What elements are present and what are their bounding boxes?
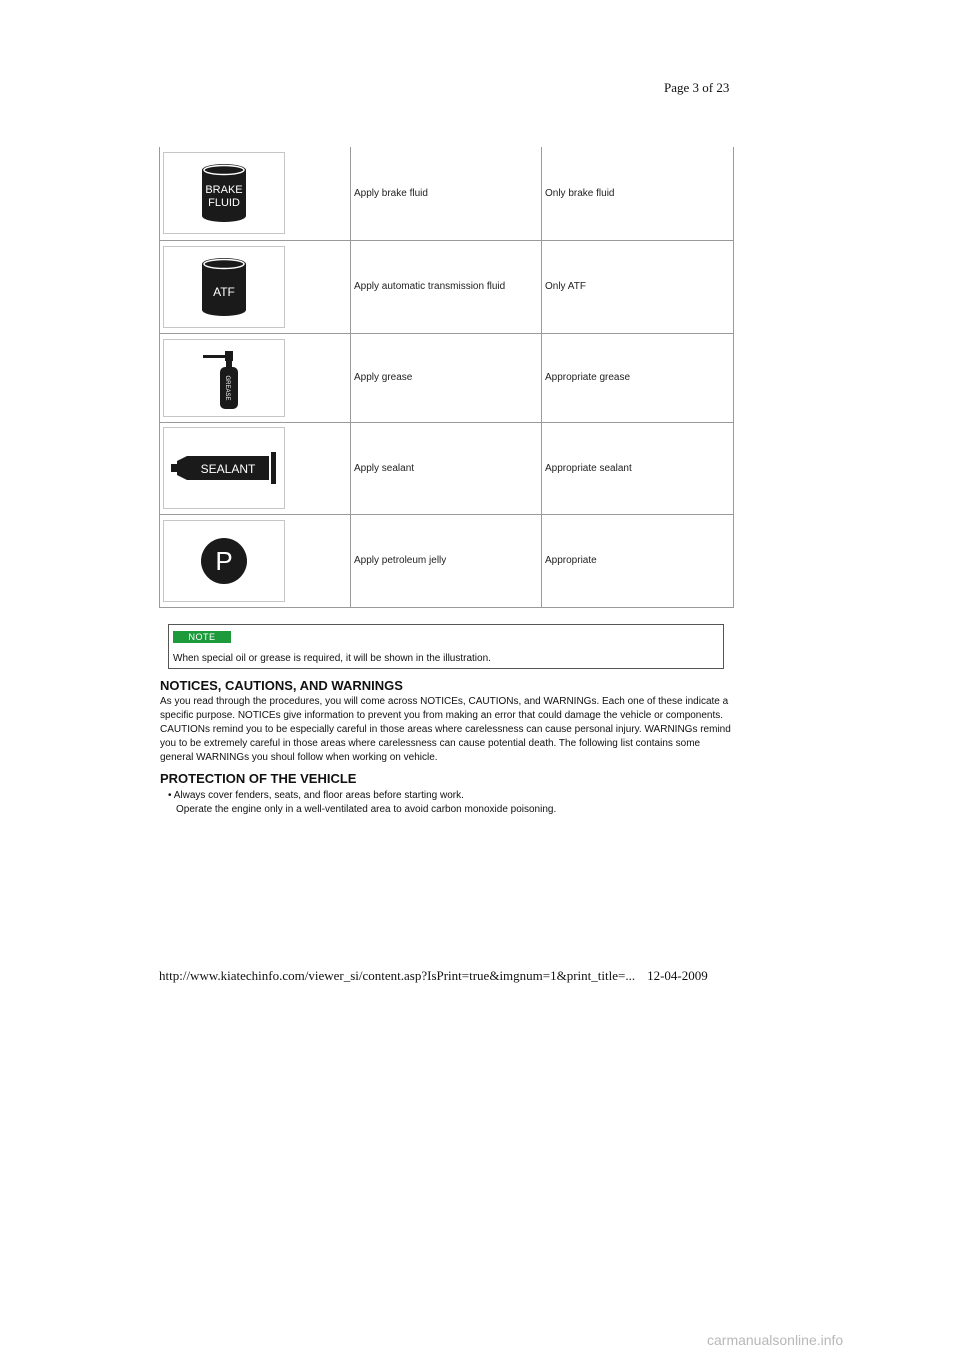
atf-can-icon bbox=[163, 246, 285, 328]
brake-fluid-can-icon bbox=[163, 152, 285, 234]
table-row bbox=[160, 147, 734, 240]
fluid-cell: Only brake fluid bbox=[542, 147, 734, 240]
petroleum-jelly-icon bbox=[163, 520, 285, 602]
icon-text: FLUID bbox=[208, 197, 240, 210]
table-row bbox=[160, 333, 734, 422]
icon-text: BRAKE bbox=[205, 184, 243, 197]
symbols-table bbox=[159, 147, 734, 608]
sealant-tube-icon bbox=[163, 427, 285, 509]
icon-text: GREASE bbox=[224, 374, 230, 401]
note-text: When special oil or grease is required, it will be shown in the illustration. bbox=[173, 653, 491, 664]
fluid-cell: Appropriate grease bbox=[542, 333, 734, 422]
protection-heading: PROTECTION OF THE VEHICLE bbox=[160, 771, 357, 786]
footer-date: 12-04-2009 bbox=[647, 968, 708, 983]
action-cell: Apply grease bbox=[351, 333, 542, 422]
icon-text: P bbox=[215, 545, 233, 576]
fluid-cell: Appropriate bbox=[542, 514, 734, 607]
action-cell: Apply sealant bbox=[351, 422, 542, 514]
note-box bbox=[168, 624, 724, 669]
fluid-cell: Appropriate sealant bbox=[542, 422, 734, 514]
icon-cell bbox=[160, 422, 351, 514]
icon-text: ATF bbox=[213, 284, 235, 299]
table-row bbox=[160, 422, 734, 514]
table-row bbox=[160, 514, 734, 607]
icon-cell bbox=[160, 240, 351, 333]
footer-url: http://www.kiatechinfo.com/viewer_si/content.asp?IsPrint=true&imgnum=1&print_title=... bbox=[159, 968, 636, 983]
icon-cell bbox=[160, 333, 351, 422]
notices-heading: NOTICES, CAUTIONS, AND WARNINGS bbox=[160, 678, 403, 693]
bullet-text: • Always cover fenders, seats, and floor areas before starting work. bbox=[168, 790, 464, 801]
bullet-subtext: Operate the engine only in a well-ventilated area to avoid carbon monoxide poisoning. bbox=[176, 804, 557, 815]
action-cell: Apply automatic transmission fluid bbox=[351, 240, 542, 333]
fluid-cell: Only ATF bbox=[542, 240, 734, 333]
action-cell: Apply petroleum jelly bbox=[351, 514, 542, 607]
notices-paragraph: As you read through the procedures, you will come across NOTICEs, CAUTIONs, and WARNINGs. Each one of these indicate a specific purpose. NOTICEs give information to prevent you from making an error that could damage the vehicle or components. CAUTIONs remind you to be especially careful in those areas where carelessness can cause personal injury. WARNINGs remind you to be extremely careful in those areas where carelessness can cause potential death. The following list contains some general WARNINGs you shoul follow when working on vehicle. bbox=[160, 696, 731, 763]
action-cell: Apply brake fluid bbox=[351, 147, 542, 240]
note-label: NOTE bbox=[173, 631, 231, 643]
page-footer bbox=[159, 968, 708, 984]
protection-bullet bbox=[168, 789, 728, 817]
icon-cell bbox=[160, 514, 351, 607]
grease-spray-icon bbox=[163, 339, 285, 417]
icon-text: SEALANT bbox=[200, 462, 256, 476]
page-number: Page 3 of 23 bbox=[664, 80, 730, 95]
icon-cell bbox=[160, 147, 351, 240]
table-row bbox=[160, 240, 734, 333]
watermark: carmanualsonline.info bbox=[707, 1332, 844, 1348]
